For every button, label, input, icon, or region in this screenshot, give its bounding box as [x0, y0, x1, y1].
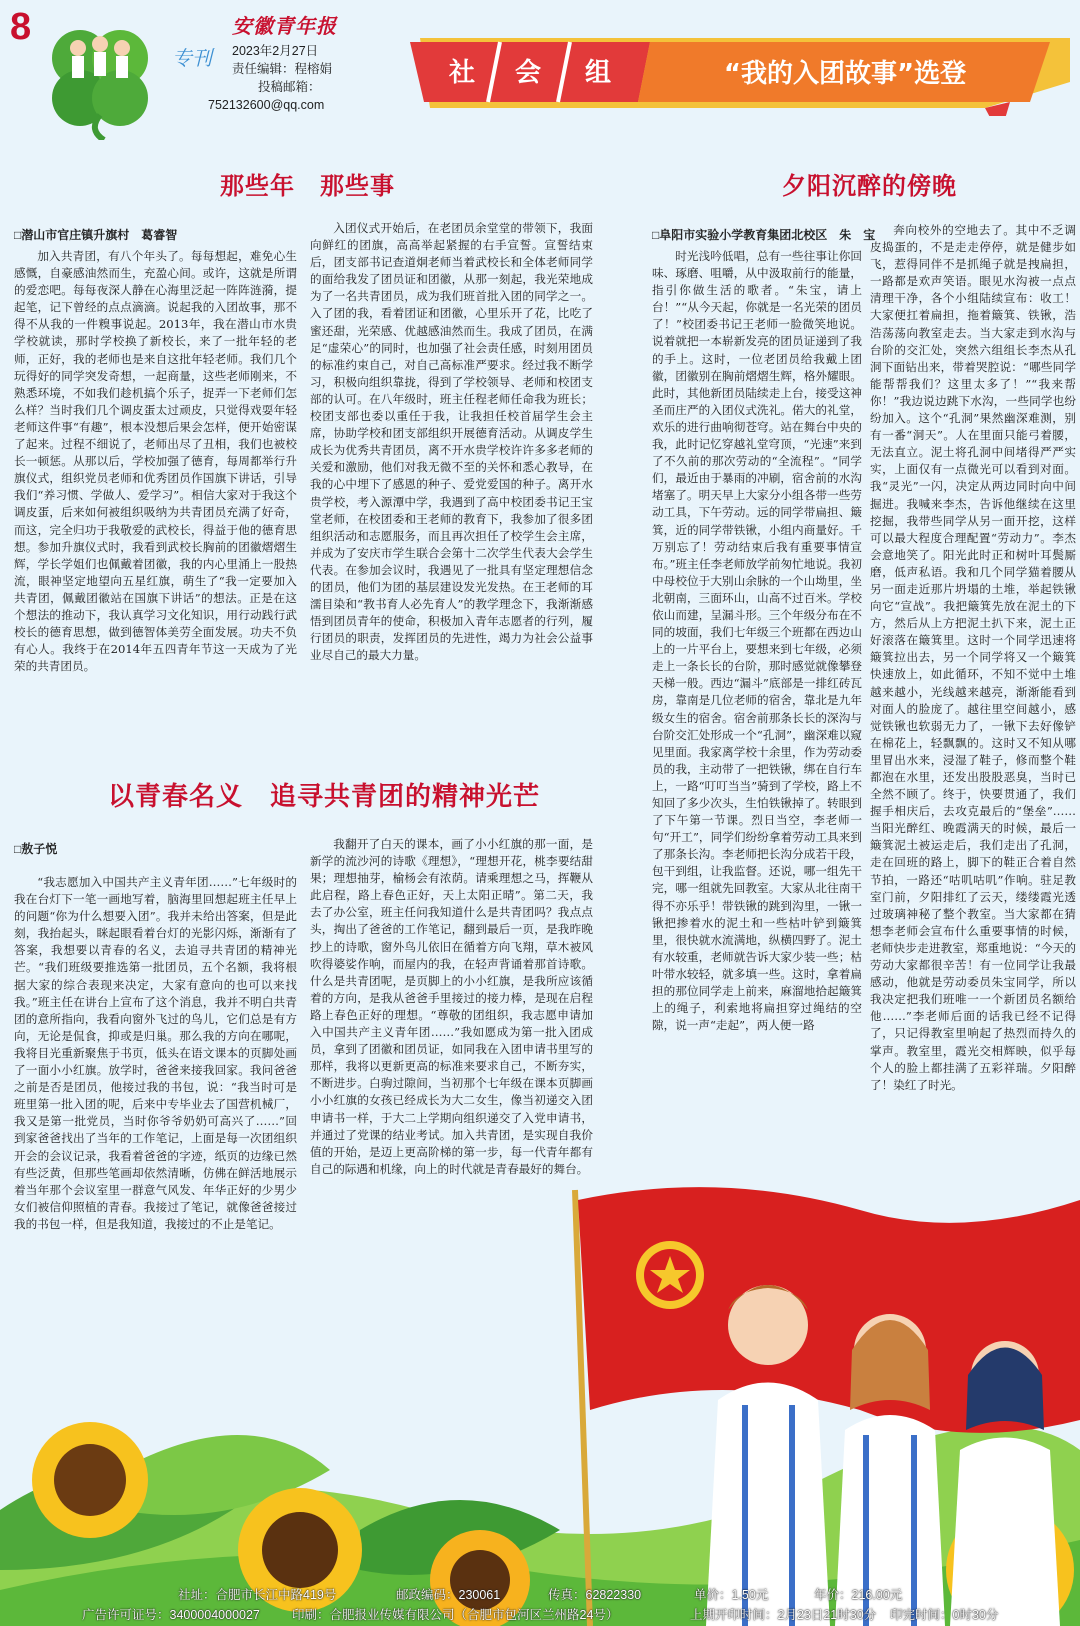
- article1-byline: □潜山市官庄镇升旗村 葛睿智: [14, 228, 178, 242]
- article3-col1: 时光浅吟低唱，总有一些往事让你回味、琢磨、咀嚼，从中汲取前行的能量，指引你做生活的歌者。“朱宝，请上台！”“从今天起，你就是一名光荣的团员了！”校团委书记王老师一脸微笑地说。说着就把一本崭新发亮的团员证递到了我的手上。这时，一位老团员给我戴上团徽，团徽别在胸前熠熠生辉，格外耀眼。此时，其他新团员陆续走上台，接受这神圣而庄严的入团仪式洗礼。偌大的礼堂，欢乐的进行曲响彻苍穹。站在舞台中央的我，此时记忆穿越礼堂穹顶，“光速”来到了不久前的那次劳动的“全流程”。“同学们，最近由于暴雨的冲刷，宿舍前的水沟堵塞了。明天早上大家分小组各带一些劳动工具，下午劳动。远的同学带扁担、簸箕，近的同学带铁锹，小组内商量好。千万别忘了！劳动结束后我有重要事情宣布。”班主任李老师放学前匆忙地说。我初中母校位于大别山余脉的一个山坳里，坐北朝南，三面环山，山高不过百米。学校依山而建，呈漏斗形。三个年级分布在不同的坡面，我们七年级三个班都在西边山上的一片平台上，要想来到七年级，必须走上一条长长的台阶，那时感觉就像攀登天梯一般。西边“漏斗”底部是一排红砖瓦房，靠南是几位老师的宿舍，靠北是九年级女生的宿舍。宿舍前那条长长的深沟与台阶交汇处形成一个“孔洞”，幽深难以窥见里面。我家离学校十余里，作为劳动委员的我，主动带了一把铁锹，绑在自行车上，一路“叮叮当当”骑到了学校，路上不知回了多少次头，生怕铁锹掉了。转眼到了下午第一节课。烈日当空，李老师一句“开工”，同学们纷纷拿着劳动工具来到了那条长沟。李老师把长沟分成若干段，包干到组，让我监督。还说，哪一组先干完，哪一组就先回教室。大家从北往南干得不亦乐乎！带铁锹的跳到沟里，一锹一锹把掺着水的泥土和一些枯叶铲到簸箕里，很快就水流满地，纵横四野了。泥土有水较重，老师就告诉大家少装一些；枯叶带水较轻，就多填一些。这时，拿着扁担的那位同学走上前来，麻溜地拾起簸箕上的绳子，利索地将扁担穿过绳结的空隙，说一声“走起”，两人便一路: [652, 249, 862, 1033]
- banner-char-3: 组: [584, 58, 611, 88]
- footer-license: 广告许可证号：3400004000027: [82, 1608, 260, 1622]
- article2-byline: □敖子悦: [14, 842, 58, 856]
- editor-name: 程榕娟: [294, 62, 333, 76]
- email-address: 752132600@qq.com: [208, 98, 325, 112]
- issue-date: 2023年2月27日: [232, 44, 319, 58]
- footer-printer: 印刷：合肥报业传媒有限公司（合肥市包河区兰州路24号）: [292, 1608, 619, 1622]
- footer-annual-price: 年价：216.00元: [814, 1588, 903, 1602]
- footer-address: 社址：合肥市长江中路419号: [178, 1588, 337, 1602]
- footer-fax: 传真：62822330: [548, 1588, 642, 1602]
- footer-print-end: 印完时间：0时30分: [890, 1608, 999, 1622]
- editor-line: [232, 60, 332, 78]
- article1-col1: 加入共青团，有八个年头了。每每想起，难免心生感慨，自豪感油然而生，充盈心间。或许，这就是所谓的爱恋吧。每每夜深人静在心海里泛起一阵阵涟漪，提起笔，记下曾经的点点滴滴。说起我的入团故事，那不得不从我的一件糗事说起。2013年，我在潜山市水贵学校就读，那时学校换了新校长，来了一批年轻的老师，正好，我的老师也是来自这批年轻老师。我们几个玩得好的同学突发奇想，一起商量，这些老师刚来，不熟悉环境，不如我们趁机搞个乐子，捉弄一下老师们怎么样？当时我们几个调皮蛋太过顽皮，只觉得戏耍年轻老师这件事“有趣”，根本没想后果会怎样，便开始密谋了起来。过程不细说了，老师出尽了丑相，我们也被校长一顿惩。从那以后，学校加强了德育，每周都举行升旗仪式，组织党员老师和优秀团员作国旗下讲话，引导我们“养习惯、学做人、爱学习”。相信大家对于我这个调皮蛋，后来如何被组织吸纳为共青团员充满了好奇，而这，完全归功于我敬爱的武校长，得益于他的德育思想。参加升旗仪式时，我看到武校长胸前的团徽熠熠生辉，学长学姐们也佩戴着团徽，我的内心里涌上一股热流，眼神坚定地望向五星红旗，萌生了“我一定要加入共青团，佩戴团徽站在国旗下讲话”的想法。正是在这个想法的推动下，我认真学习文化知识，用行动践行武校长的德育思想，做到德智体美劳全面发展。功夫不负有心人。我终于在2014年五四青年节这一天成为了光荣的共青团员。: [14, 249, 297, 674]
- article3-byline: □阜阳市实验小学教育集团北校区 朱 宝: [652, 228, 876, 242]
- article3-title: 夕阳沉醉的傍晚: [782, 171, 957, 200]
- page-number: 8: [10, 6, 32, 48]
- banner-title: “我的入团故事”选登: [723, 59, 967, 89]
- footer: [0, 1585, 1080, 1626]
- footer-price: 单价：1.50元: [694, 1588, 769, 1602]
- editor-label: 责任编辑：: [232, 62, 295, 76]
- banner-char-1: 社: [448, 58, 475, 88]
- article3-col2: 奔向校外的空地去了。其中不乏调皮捣蛋的，不是走走停停，就是健步如飞，惹得同伴不是抓绳子就是拽扁担，一路都是欢声笑语。眼见水沟被一点点清理干净，各个小组陆续宣布：收工！大家便扛着扁担，拖着簸箕、铁锹，浩浩荡荡向教室走去。当大家走到水沟与台阶的交汇处，突然六组组长李杰从孔洞下面钻出来，带着哭腔说：“哪些同学能帮帮我们？这里太多了！”“我来帮你！”我边说边跳下水沟，一些同学也纷纷加入。这个“孔洞”果然幽深难测，别有一番“洞天”。人在里面只能弓着腰，无法直立。泥土将孔洞中间堵得严严实实，上面仅有一点微光可以看到对面。我“灵光”一闪，决定从两边同时向中间掘进。我喊来李杰，告诉他继续在这里挖掘，我带些同学从另一面开挖，这样可以最大程度合理配置“劳动力”。李杰会意地笑了。阳光此时正和树叶耳鬓厮磨，低声私语。我和几个同学猫着腰从另一面走近那片坍塌的土堆，举起铁锹向它“宣战”。我把簸箕先放在泥土的下方，然后从上方把泥土扒下来，泥土正好滚落在簸箕里。这时一个同学迅速将簸箕拉出去，另一个同学将又一个簸箕快速放上，如此循环，不知不觉中土堆越来越小，光线越来越亮，渐渐能看到对面人的脸庞了。越往里空间越小，感觉铁锹也软弱无力了，一锹下去好像铲在棉花上，轻飘飘的。这时又不知从哪里冒出水来，浸湿了鞋子，修而整个鞋都泡在水里，还发出股股恶臭，当时已全然不顾了。终于，快要贯通了，我们握手相庆后，去攻克最后的“堡垒”……当阳光醉红、晚霞满天的时候，最后一簸箕泥土被运走后，我们走出了孔洞，走在回班的路上，脚下的鞋正合着自然节拍，一路还“咕叽咕叽”作响。驻足教室门前，夕阳排红了云天，缕缕霞光透过玻璃神秘了整个教室。当大家都在猜想李老师会宣布什么重要事情的时候，老师快步走进教室，郑重地说：“今天的劳动大家都很辛苦！有一位同学让我最感动，他就是劳动委员朱宝同学，所以我决定把我们班唯一一个新团员名额给他……”李老师后面的话我已经不记得了，只记得教室里响起了热烈而持久的掌声。教室里，霞光交相辉映，似乎每个人的脸上都挂满了五彩祥瑞。夕阳醉了！染红了时光。: [870, 223, 1076, 1092]
- email-label: 投稿邮箱：: [258, 80, 321, 94]
- paper-name: 安徽青年报: [232, 14, 337, 38]
- footer-print-start: 上期开印时间：2月23日21时30分: [690, 1608, 877, 1622]
- article1-col2: 入团仪式开始后，在老团员余堂堂的带领下，我面向鲜红的团旗，高高举起紧握的右手宣誓。宣誓结束后，团支部书记查道炯老师当着武校长和全体老师同学的面给我发了团员证和团徽，从那一刻起，我光荣地成为了一名共青团员，成为我们班首批入团的同学之一。入了团的我，看着团证和团徽，心里乐开了花，比吃了蜜还甜，光荣感、优越感油然而生。我成了团员，在满足“虚荣心”的同时，也加强了社会责任感，时刻用团员的标准约束自己，对自己高标准严要求。经过我不断学习，积极向组织靠拢，得到了学校领导、老师和校团支部的认可。在八年级时，班主任程老师任命我为班长；校团支部也委以重任于我，让我担任校首届学生会主席，协助学校和团支部组织开展德育活动。从调皮学生成长为优秀共青团员，离不开水贵学校许许多多老师的关爱和激励，他们对我无微不至的关怀和悉心教导，在我的心中埋下了感恩的种子、爱党爱国的种子。离开水贵学校，考入源潭中学，我遇到了高中校团委书记王宝堂老师，在校团委和王老师的教育下，我参加了很多团组织活动和志愿服务，而且再次担任了校学生会主席，并成为了安庆市学生联合会第十二次学生代表大会学生代表。在参加会议时，我遇见了一批具有坚定理想信念的团员，他们为团的基层建设发光发热。在王老师的耳濡目染和“教书育人必先育人”的教学理念下，我渐渐感悟到团员青年的使命，积极加入青年志愿者的行列，履行团员的职责，发挥团员的先进性，竭力为社会公益事业尽自己的最大力量。: [310, 221, 593, 663]
- article2-title: 以青春名义 追寻共青团的精神光芒: [108, 782, 541, 812]
- sunflower-left: [32, 1422, 148, 1538]
- article1-title: 那些年 那些事: [220, 171, 395, 200]
- clover-logo-icon: [18, 20, 208, 140]
- footer-postcode: 邮政编码：230061: [396, 1588, 501, 1602]
- banner-char-2: 会: [514, 58, 541, 88]
- section-tag: 专刊: [172, 48, 212, 70]
- article2-col1: “我志愿加入中国共产主义青年团……”七年级时的我在台灯下一笔一画地写着，脑海里回想起班主任早上的问题“你为什么想要入团”。我并未给出答案，但是此刻，我抬起头，眯起眼看着台灯的光影闪烁，渐渐有了答案，我想要以青春的名义，去追寻共青团的精神光芒。“我们班级要推选第一批团员，五个名额，我将根据大家的综合表现来决定，大家有意向的也可以来找我。”班主任在讲台上宣布了这个消息，我并不明白共青团的意所指向，我看向窗外飞过的鸟儿，它们总是有方向，无论是侃食，抑或是归巢。那么我的方向在哪呢，我将目光重新聚焦于书页，低头在语文课本的页脚处画了一面小小红旗。放学时，爸爸来接我回家。我问爸爸之前是否是团员，他接过我的书包，说：“我当时可是班里第一批入团的呢，后来中专毕业去了国营机械厂，我又是第一批党员，当时你爷爷奶奶可高兴了……”回到家爸爸找出了当年的工作笔记，上面是每一次团组织开会的会议记录，我看着爸爸的字迹，纸页的边缘已然有些泛黄，但那些笔画却依然清晰，仿佛在鲜活地展示着当年那个会议室里一群意气风发、年华正好的少男少女们被信仰照植的青春。我接过了笔记，就像爸爸接过我的书包一样，但是我知道，我接过的不止是笔记。: [14, 875, 297, 1231]
- article2-col2: 我翻开了白天的课本，画了小小红旗的那一面，是新学的流沙河的诗歌《理想》，“理想开花，桃李要结甜果；理想抽芽，榆杨会有浓荫。请乘理想之马，挥鞭从此启程，路上春色正好，天上太阳正晴”。第二天，我去了办公室，班主任问我知道什么是共青团吗？我点点头，掏出了爸爸的工作笔记，翻到最后一页，是我昨晚抄上的诗歌，窗外鸟儿依旧在循着方向飞翔，草木被风吹得婆娑作响，而屋内的我，在轻声背诵着那首诗歌。什么是共青团呢，是页脚上的小小红旗，是我所应该循着的方向，是我从爸爸手里接过的接力棒，是现在启程路上春色正好的理想。“尊敬的团组织，我志愿申请加入中国共产主义青年团……”我如愿成为第一批入团成员，拿到了团徽和团员证，如同我在入团申请书里写的那样，我将以更新更高的标准来要求自己，不断夯实，不断进步。白驹过隙间，当初那个七年级在课本页脚画小小红旗的女孩已经成长为大二女生，像当初递交入团申请书一样，于大二上学期向组织递交了入党申请书，并通过了党课的结业考试。加入共青团，是实现自我价值的开始，是迈上更高阶梯的第一步，每一代青年都有自己的际遇和机缘，向上的时代就是青春最好的舞台。: [310, 837, 593, 1176]
